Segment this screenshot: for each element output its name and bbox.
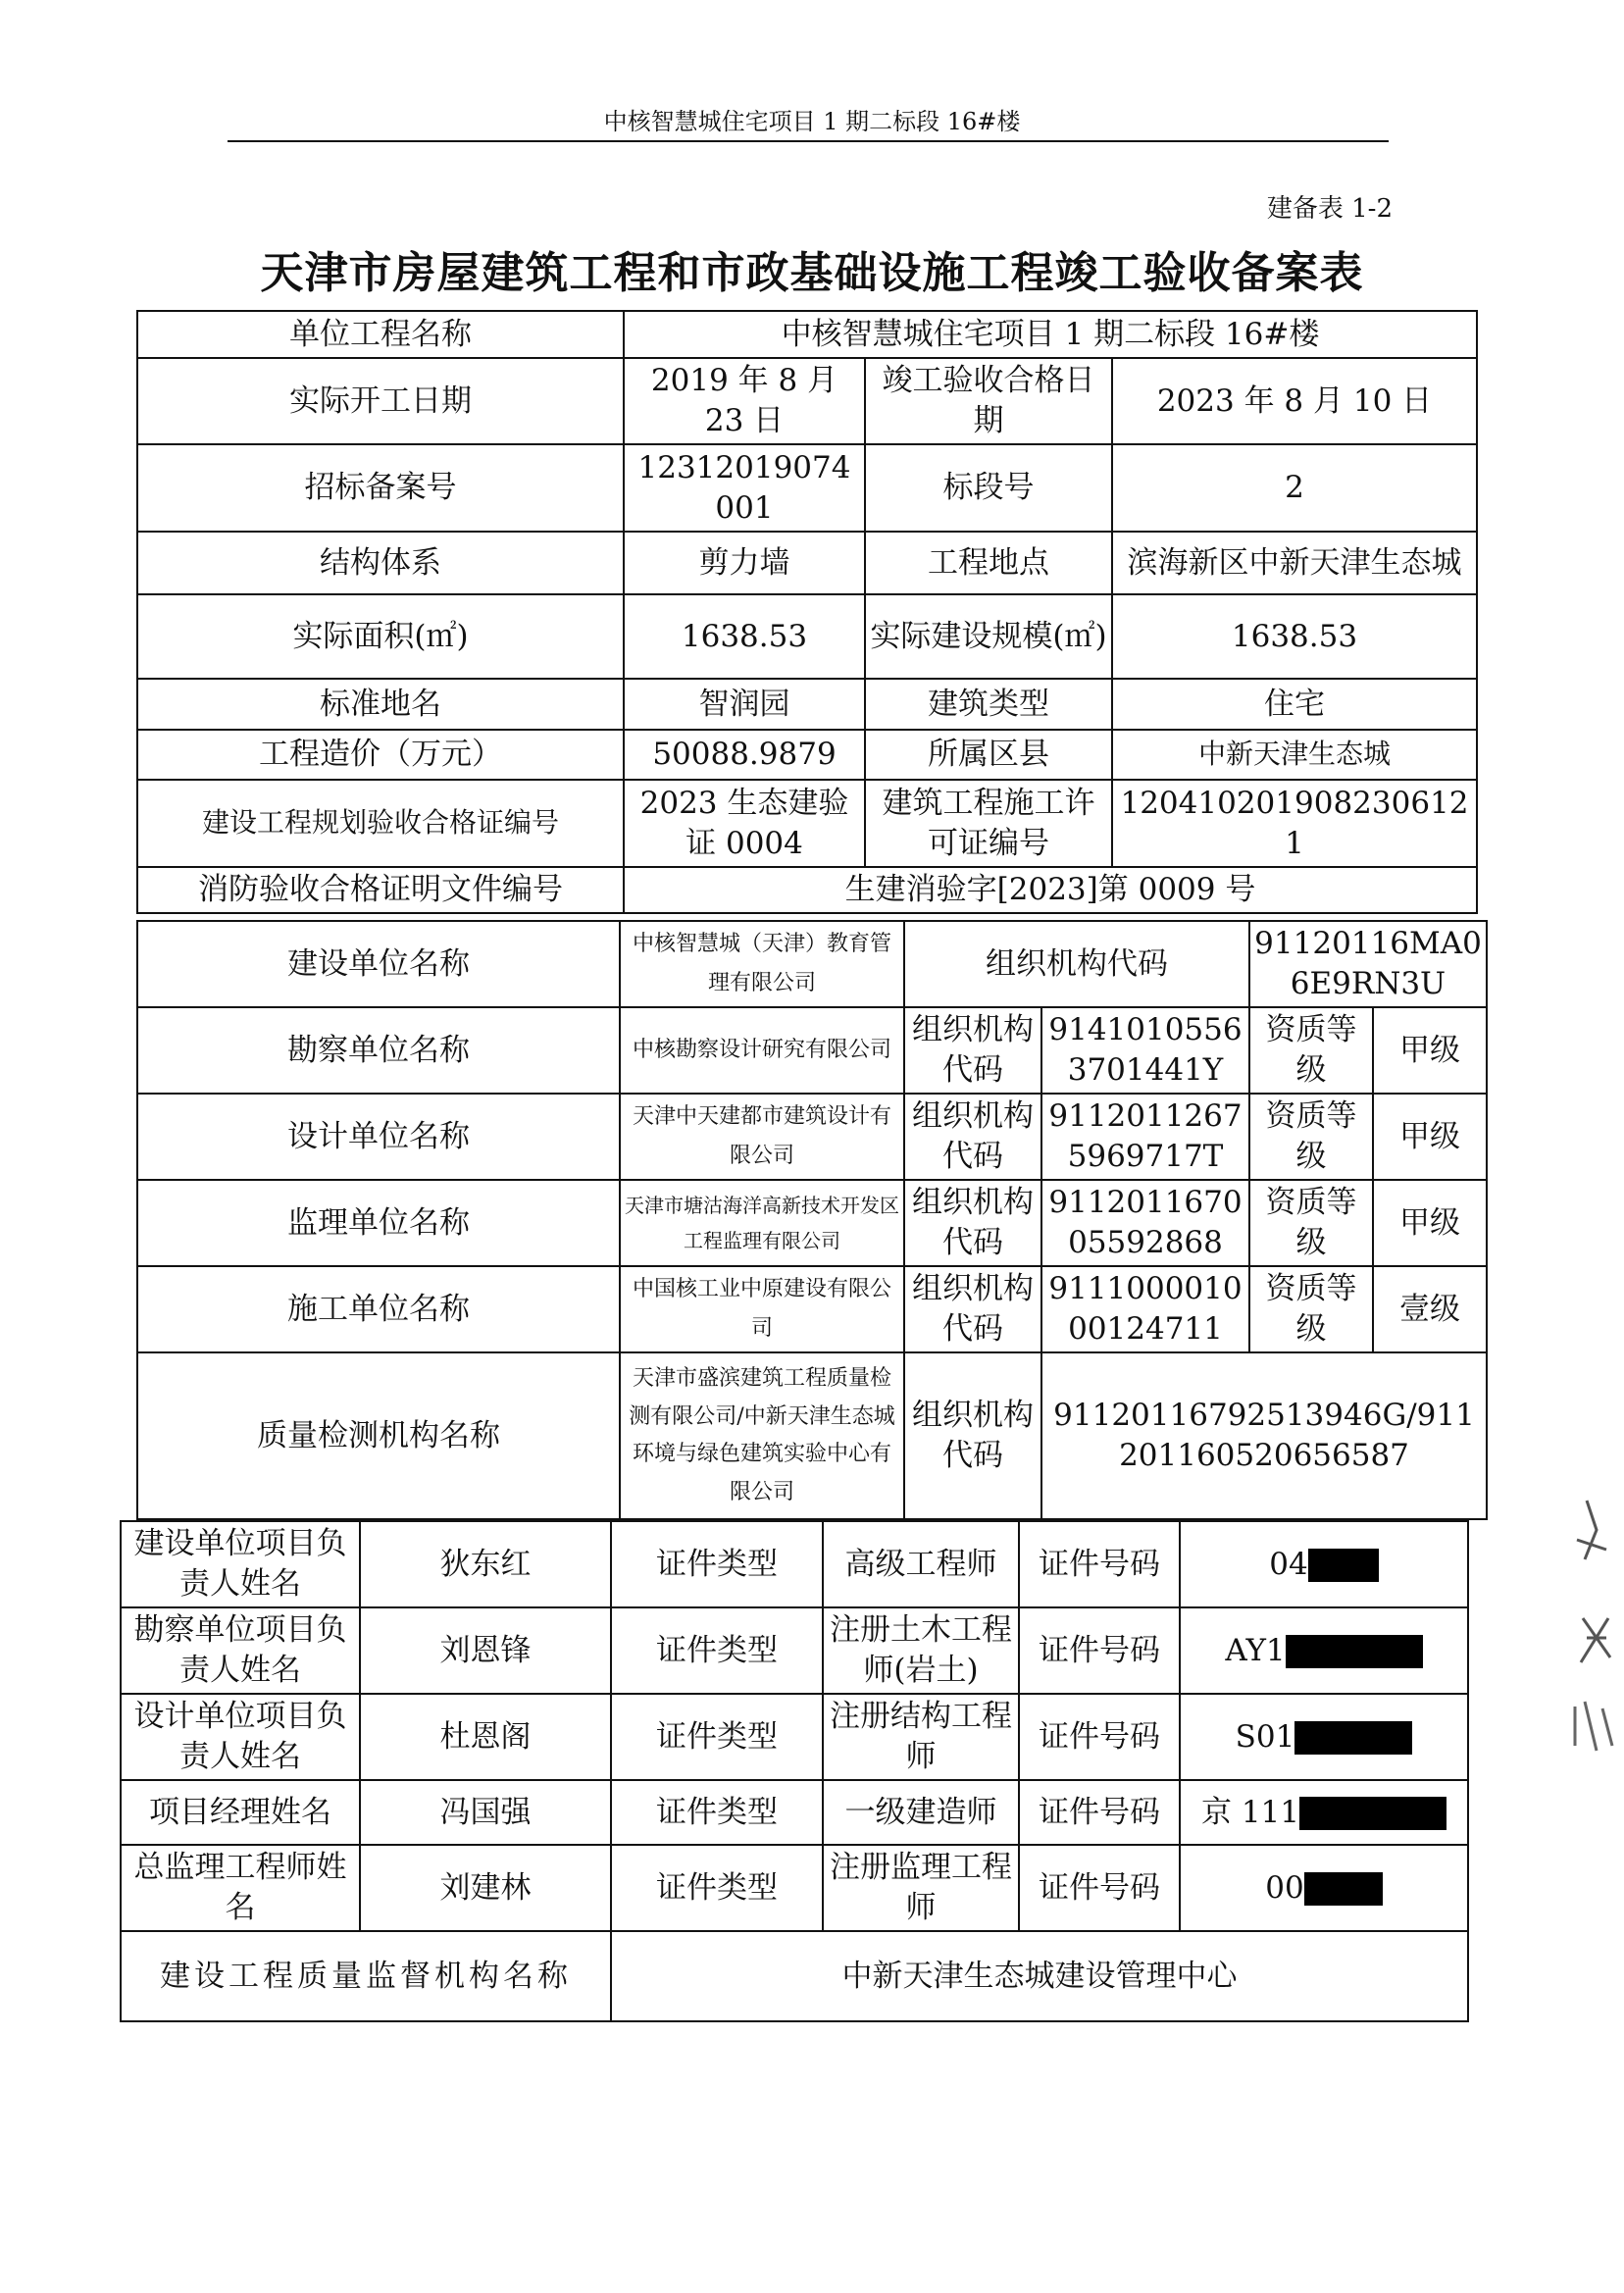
type-value: 住宅 (1112, 679, 1477, 730)
running-header: 中核智慧城住宅项目 1 期二标段 16#楼 (603, 108, 1021, 135)
cert-no-value: 04 (1269, 1546, 1308, 1582)
builder-label: 建设单位名称 (137, 921, 620, 1007)
scale-label: 实际建设规模(㎡) (865, 594, 1112, 679)
project-info-block (136, 310, 1478, 914)
plan-label: 建设工程规划验收合格证编号 (137, 780, 624, 867)
construct-name: 中国核工业中原建设有限公司 (620, 1266, 904, 1352)
district-value: 中新天津生态城 (1112, 730, 1477, 780)
cert-type-label: 证件类型 (611, 1780, 823, 1845)
testing-name: 天津市盛滨建筑工程质量检测有限公司/中新天津生态城环境与绿色建筑实验中心有限公司 (620, 1352, 904, 1519)
district-label: 所属区县 (865, 730, 1112, 780)
design-code-value: 91120112675969717T (1041, 1094, 1249, 1180)
units-block (136, 920, 1488, 1520)
bid-no-label: 招标备案号 (137, 444, 624, 532)
form-code: 建备表 1-2 (1266, 194, 1393, 224)
person-role: 勘察单位项目负责人姓名 (121, 1607, 360, 1694)
table-row (137, 1007, 1487, 1094)
location-label: 工程地点 (865, 532, 1112, 594)
person-role: 项目经理姓名 (121, 1780, 360, 1845)
cert-no-cell (1180, 1694, 1468, 1780)
table-row (121, 1845, 1468, 1931)
construct-code-value: 911100001000124711 (1041, 1266, 1249, 1352)
redaction-bar (1294, 1721, 1412, 1755)
testing-label: 质量检测机构名称 (137, 1352, 620, 1519)
builder-code-label: 组织机构代码 (904, 921, 1249, 1007)
construct-qual-value: 壹级 (1373, 1266, 1487, 1352)
fire-value: 生建消验字[2023]第 0009 号 (624, 867, 1477, 913)
cert-no-cell (1180, 1607, 1468, 1694)
people-block (120, 1520, 1469, 2022)
accept-date-value: 2023 年 8 月 10 日 (1112, 358, 1477, 444)
table-row (121, 1521, 1468, 1607)
area-label: 实际面积(㎡) (137, 594, 624, 679)
cert-no-label: 证件号码 (1019, 1845, 1180, 1931)
survey-qual-label: 资质等级 (1249, 1007, 1373, 1094)
header-rule (228, 140, 1389, 142)
survey-name: 中核勘察设计研究有限公司 (620, 1007, 904, 1094)
location-value: 滨海新区中新天津生态城 (1112, 532, 1477, 594)
area-value: 1638.53 (624, 594, 865, 679)
supervise-name: 天津市塘沽海洋高新技术开发区工程监理有限公司 (620, 1180, 904, 1266)
design-label: 设计单位名称 (137, 1094, 620, 1180)
table-row (137, 1266, 1487, 1352)
testing-code-label: 组织机构代码 (904, 1352, 1041, 1519)
supervision-label: 建设工程质量监督机构名称 (121, 1931, 611, 2021)
cert-no-cell (1180, 1780, 1468, 1845)
supervise-code-label: 组织机构代码 (904, 1180, 1041, 1266)
redaction-bar (1286, 1635, 1423, 1668)
cert-type-label: 证件类型 (611, 1607, 823, 1694)
person-role: 设计单位项目负责人姓名 (121, 1694, 360, 1780)
cert-type-value: 注册结构工程师 (823, 1694, 1019, 1780)
builder-code-value: 91120116MA06E9RN3U (1249, 921, 1487, 1007)
table-row (137, 532, 1477, 594)
cert-type-label: 证件类型 (611, 1694, 823, 1780)
table-row (137, 1352, 1487, 1519)
cert-type-value: 高级工程师 (823, 1521, 1019, 1607)
design-qual-label: 资质等级 (1249, 1094, 1373, 1180)
permit-label: 建筑工程施工许可证编号 (865, 780, 1112, 867)
supervise-label: 监理单位名称 (137, 1180, 620, 1266)
table-row (137, 730, 1477, 780)
cost-value: 50088.9879 (624, 730, 865, 780)
scale-value: 1638.53 (1112, 594, 1477, 679)
table-row (137, 679, 1477, 730)
cert-no-value: 00 (1265, 1869, 1304, 1906)
fire-label: 消防验收合格证明文件编号 (137, 867, 624, 913)
permit-value: 120410201908230612 1 (1112, 780, 1477, 867)
table-row (137, 921, 1487, 1007)
survey-code-value: 91410105563701441Y (1041, 1007, 1249, 1094)
cert-no-value: S01 (1235, 1718, 1295, 1755)
document-title: 天津市房屋建筑工程和市政基础设施工程竣工验收备案表 (260, 248, 1364, 298)
cert-no-cell (1180, 1845, 1468, 1931)
table-row (137, 1180, 1487, 1266)
survey-qual-value: 甲级 (1373, 1007, 1487, 1094)
structure-label: 结构体系 (137, 532, 624, 594)
table-row (137, 780, 1477, 867)
cert-no-label: 证件号码 (1019, 1607, 1180, 1694)
section-no-label: 标段号 (865, 444, 1112, 532)
edge-scan-marks (1567, 1491, 1624, 1795)
testing-code-value: 91120116792513946G/911201160520656587 (1041, 1352, 1487, 1519)
project-name-value: 中核智慧城住宅项目 1 期二标段 16#楼 (624, 311, 1477, 358)
supervise-qual-label: 资质等级 (1249, 1180, 1373, 1266)
person-name: 冯国强 (360, 1780, 611, 1845)
supervise-qual-value: 甲级 (1373, 1180, 1487, 1266)
cert-type-value: 一级建造师 (823, 1780, 1019, 1845)
cert-no-cell (1180, 1521, 1468, 1607)
person-name: 刘建林 (360, 1845, 611, 1931)
cert-no-label: 证件号码 (1019, 1780, 1180, 1845)
table-row (137, 1094, 1487, 1180)
cert-no-value: AY1 (1225, 1632, 1286, 1668)
person-name: 狄东红 (360, 1521, 611, 1607)
project-name-label: 单位工程名称 (137, 311, 624, 358)
accept-date-label: 竣工验收合格日期 (865, 358, 1112, 444)
bid-no-value: 12312019074001 (624, 444, 865, 532)
redaction-bar (1304, 1872, 1383, 1906)
cert-type-value: 注册土木工程师(岩土) (823, 1607, 1019, 1694)
cost-label: 工程造价（万元） (137, 730, 624, 780)
type-label: 建筑类型 (865, 679, 1112, 730)
cert-no-label: 证件号码 (1019, 1694, 1180, 1780)
person-name: 刘恩锋 (360, 1607, 611, 1694)
design-name: 天津中天建都市建筑设计有限公司 (620, 1094, 904, 1180)
table-row (137, 594, 1477, 679)
survey-label: 勘察单位名称 (137, 1007, 620, 1094)
person-role: 总监理工程师姓名 (121, 1845, 360, 1931)
construct-qual-label: 资质等级 (1249, 1266, 1373, 1352)
cert-type-value: 注册监理工程师 (823, 1845, 1019, 1931)
table-row (137, 867, 1477, 913)
units-table (136, 920, 1488, 1520)
redaction-bar (1299, 1797, 1446, 1830)
table-row (137, 311, 1477, 358)
table-row (121, 1607, 1468, 1694)
people-table (120, 1520, 1469, 2022)
redaction-bar (1308, 1549, 1379, 1582)
construct-code-label: 组织机构代码 (904, 1266, 1041, 1352)
person-name: 杜恩阁 (360, 1694, 611, 1780)
supervision-org: 中新天津生态城建设管理中心 (611, 1931, 1468, 2021)
structure-value: 剪力墙 (624, 532, 865, 594)
table-row (137, 444, 1477, 532)
builder-name: 中核智慧城（天津）教育管理有限公司 (620, 921, 904, 1007)
supervise-code-value: 911201167005592868 (1041, 1180, 1249, 1266)
place-value: 智润园 (624, 679, 865, 730)
plan-value: 2023 生态建验证 0004 (624, 780, 865, 867)
start-date-label: 实际开工日期 (137, 358, 624, 444)
survey-code-label: 组织机构代码 (904, 1007, 1041, 1094)
start-date-value: 2019 年 8 月 23 日 (624, 358, 865, 444)
cert-type-label: 证件类型 (611, 1521, 823, 1607)
cert-no-label: 证件号码 (1019, 1521, 1180, 1607)
construct-label: 施工单位名称 (137, 1266, 620, 1352)
place-label: 标准地名 (137, 679, 624, 730)
table-row (137, 358, 1477, 444)
table-row (121, 1780, 1468, 1845)
cert-type-label: 证件类型 (611, 1845, 823, 1931)
design-qual-value: 甲级 (1373, 1094, 1487, 1180)
cert-no-value: 京 111 (1200, 1794, 1300, 1830)
table-row (121, 1694, 1468, 1780)
design-code-label: 组织机构代码 (904, 1094, 1041, 1180)
person-role: 建设单位项目负责人姓名 (121, 1521, 360, 1607)
project-info-table (136, 310, 1478, 914)
section-no-value: 2 (1112, 444, 1477, 532)
table-row (121, 1931, 1468, 2021)
